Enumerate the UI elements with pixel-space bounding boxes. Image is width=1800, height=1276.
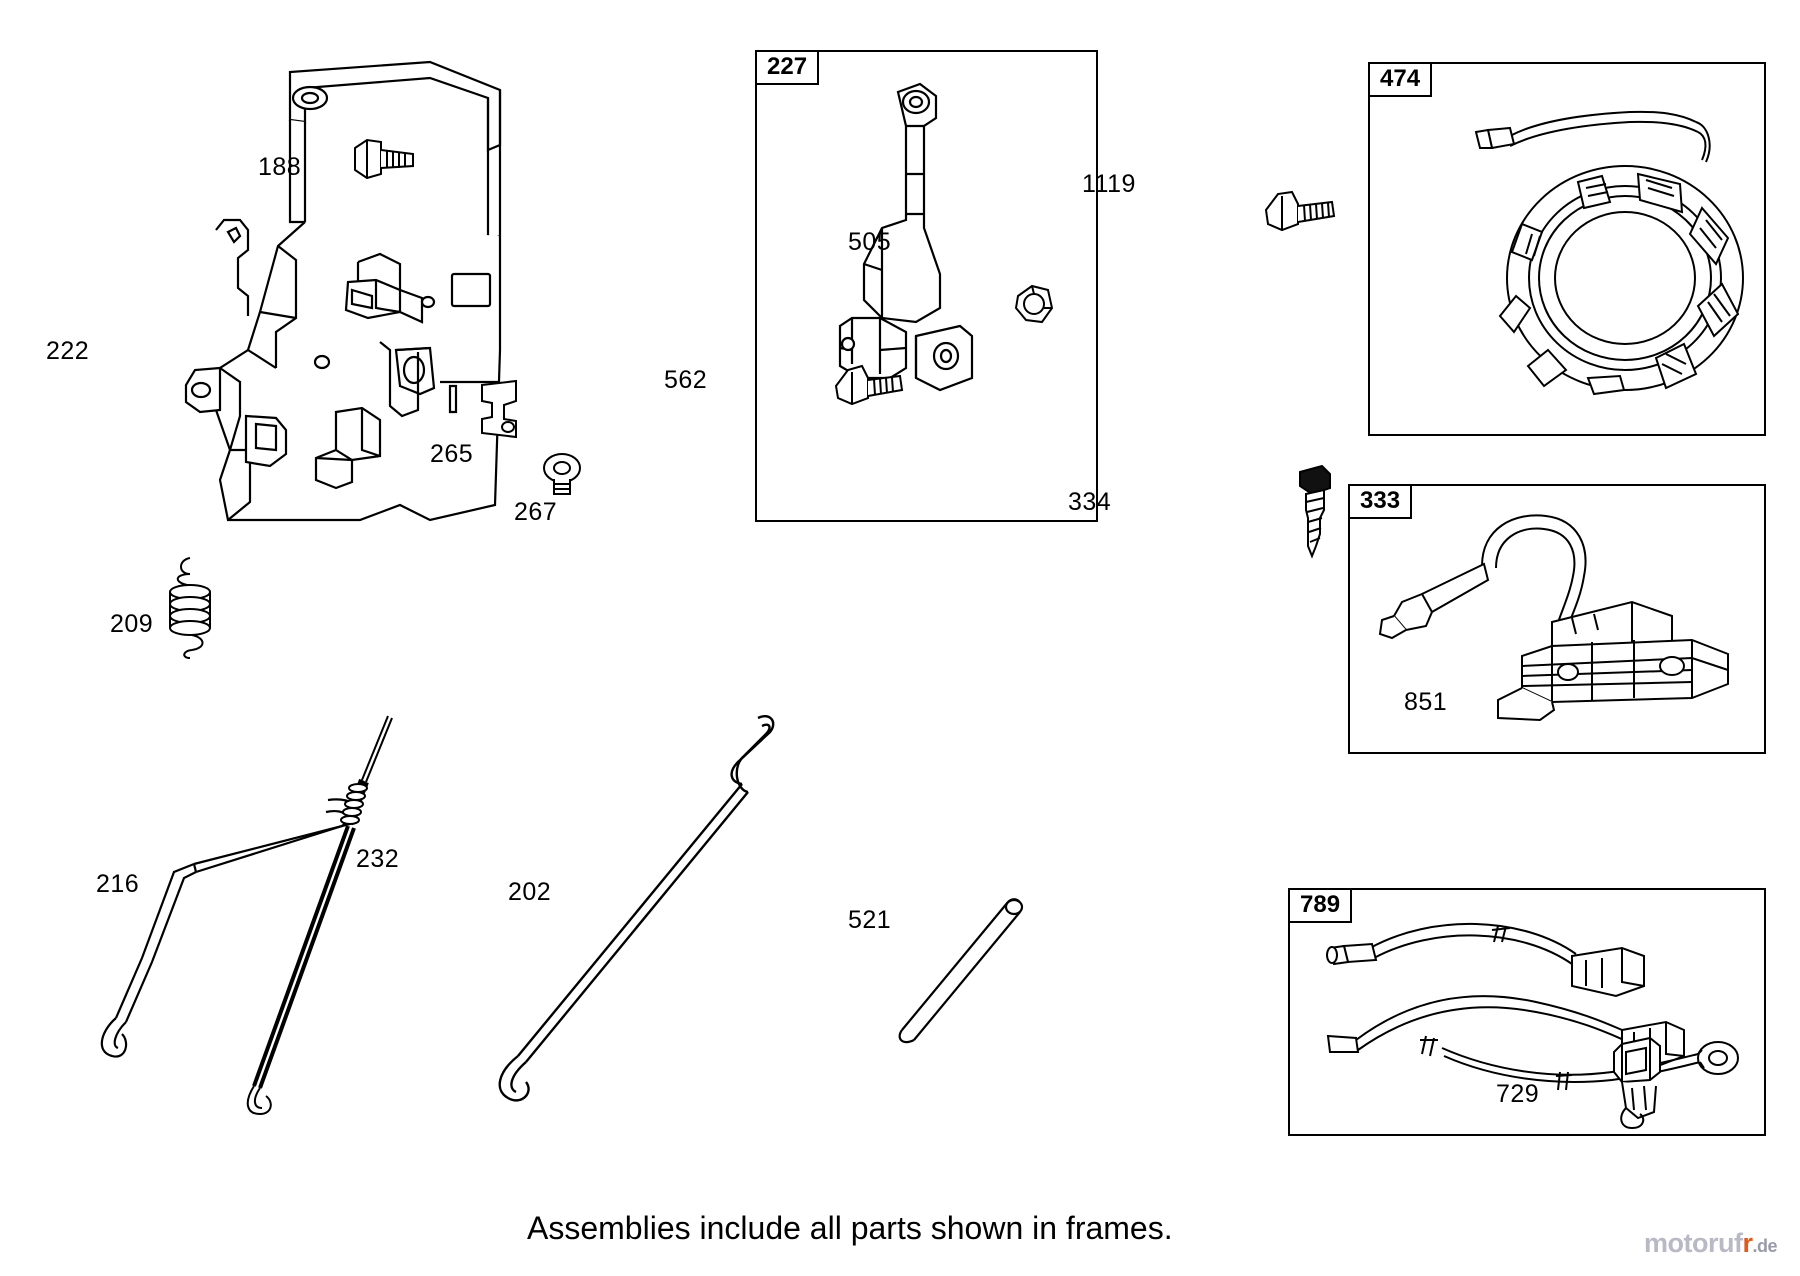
alternator-stator-coil-474	[1470, 88, 1770, 418]
callout-505: 505	[848, 228, 892, 256]
callout-202: 202	[508, 878, 552, 906]
watermark-tld-text: .de	[1752, 1236, 1778, 1256]
hex-head-screw-1119	[1258, 178, 1348, 238]
retainer-clip-265	[468, 375, 538, 445]
callout-562: 562	[664, 366, 708, 394]
callout-232: 232	[356, 845, 400, 873]
motoruf-watermark	[1644, 1228, 1777, 1259]
hex-head-screw-188	[345, 132, 425, 192]
hex-nut-505	[1008, 278, 1068, 338]
callout-265: 265	[430, 440, 474, 468]
callout-267: 267	[514, 498, 558, 526]
spacer-tube-521	[880, 890, 1140, 1070]
watermark-main-text: motoruf	[1644, 1228, 1743, 1258]
frame-474-tag: 474	[1368, 62, 1432, 97]
callout-334: 334	[1068, 488, 1112, 516]
pan-head-screw-267	[538, 448, 598, 504]
hex-head-screw-562	[828, 350, 908, 410]
extension-spring-209	[160, 552, 230, 662]
callout-209: 209	[110, 610, 154, 638]
diagram-caption: Assemblies include all parts shown in frames.	[527, 1210, 1173, 1246]
self-tapping-screw-334	[1292, 460, 1342, 570]
governor-link-rod-202	[400, 700, 800, 1160]
callout-521: 521	[848, 906, 892, 934]
callout-851: 851	[1404, 688, 1448, 716]
callout-1119: 1119	[1082, 170, 1136, 198]
callout-729: 729	[1496, 1080, 1540, 1108]
frame-789-tag: 789	[1288, 888, 1352, 923]
callout-222: 222	[46, 337, 90, 365]
watermark-accent-text: r	[1742, 1228, 1753, 1258]
callout-188: 188	[258, 153, 302, 181]
frame-227-tag: 227	[755, 50, 819, 85]
frame-333-tag: 333	[1348, 484, 1412, 519]
wire-clip-729	[1604, 1030, 1684, 1140]
callout-216: 216	[96, 870, 140, 898]
